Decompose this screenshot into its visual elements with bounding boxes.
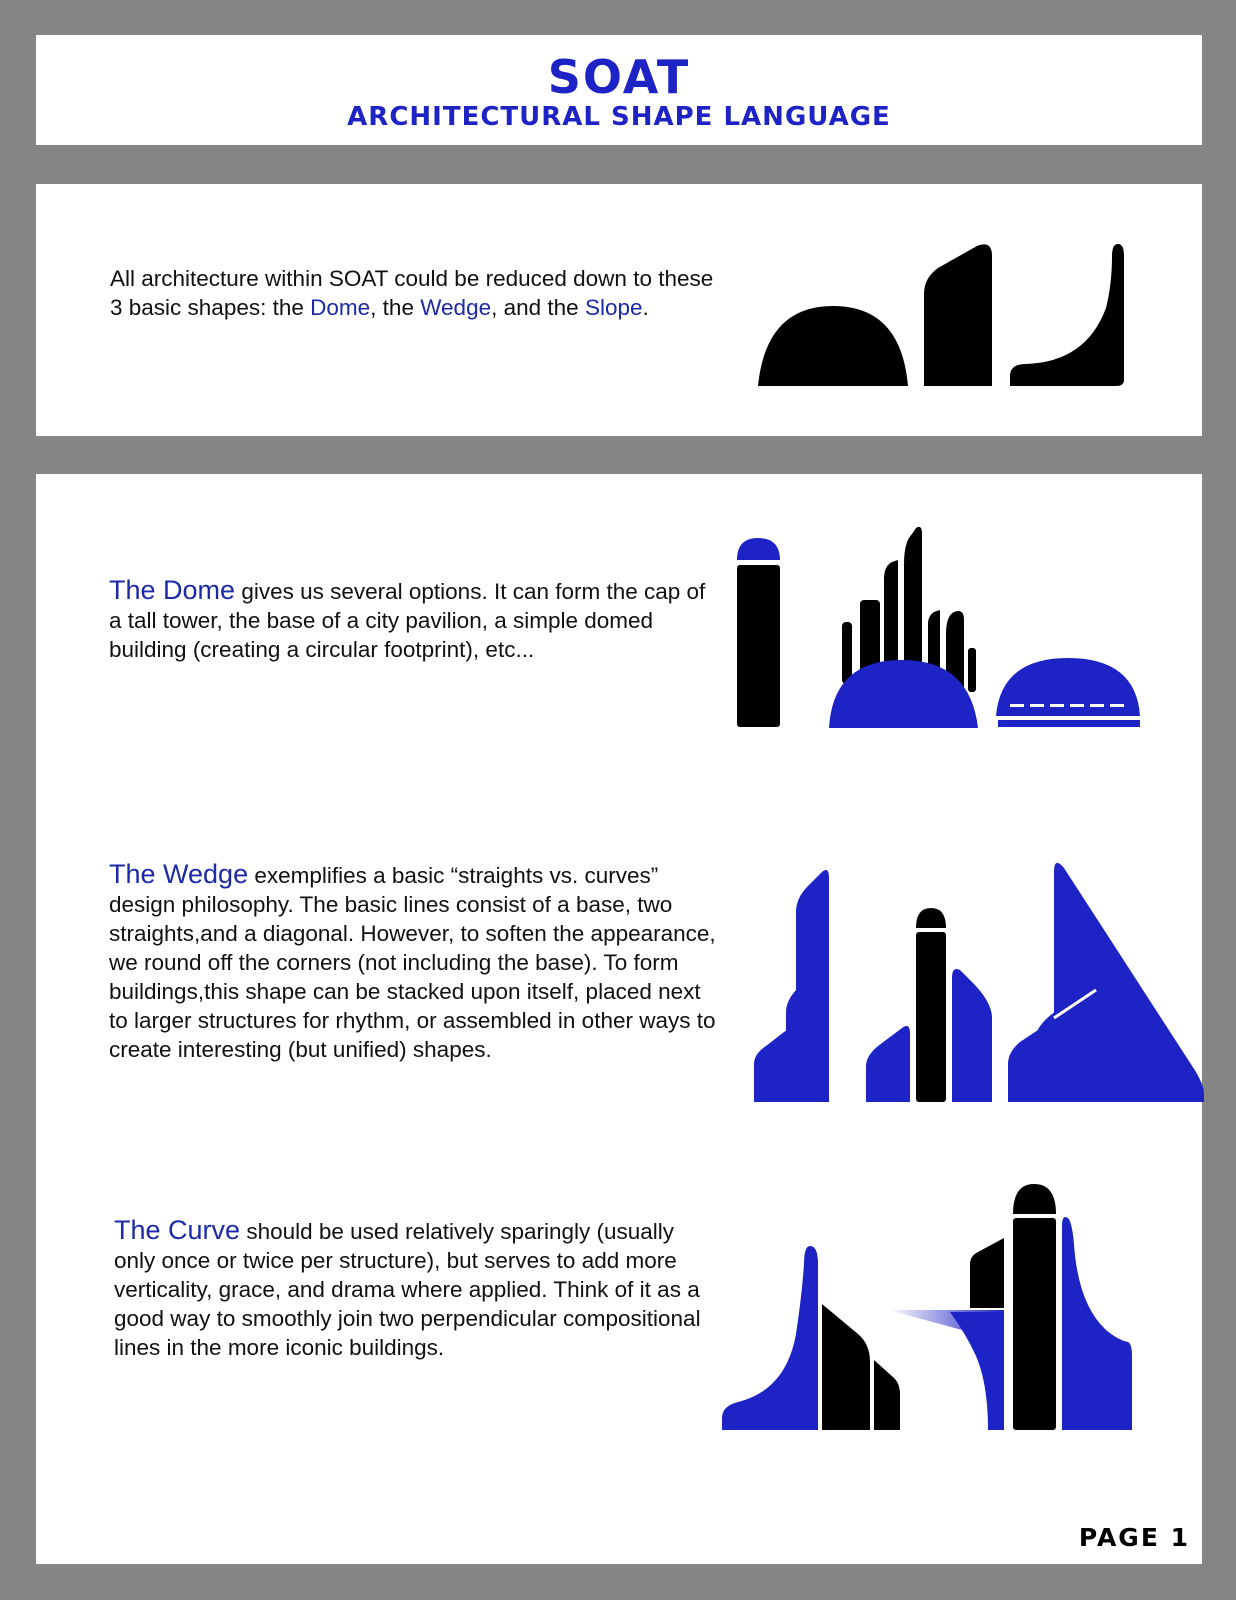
curve-body: should be used relatively sparingly (usually only once or twice per structure), but serves to add more verticality, grace, and drama where applied. Think of it as a good way to smoothly join two perpendicular compositional lines in the more iconic buildings. bbox=[114, 1219, 701, 1360]
domed-building bbox=[996, 658, 1140, 716]
intro-text: , the bbox=[370, 295, 421, 320]
intro-paragraph bbox=[110, 264, 720, 322]
wedge-term: Wedge bbox=[420, 295, 492, 320]
page-title: SOAT bbox=[547, 50, 691, 104]
wedge-paragraph bbox=[109, 860, 719, 1064]
basic-shapes-illustration bbox=[756, 244, 1176, 394]
slope-shape bbox=[1010, 244, 1124, 386]
wedge-illustration bbox=[726, 842, 1196, 1104]
dome-body: gives us several options. It can form the cap of a tall tower, the base of a city pavilion, a simple domed building (creating a circular footprint), etc... bbox=[109, 579, 706, 662]
curve-shape bbox=[722, 1246, 818, 1430]
intro-panel bbox=[36, 184, 1202, 436]
curve-heading: The Curve bbox=[114, 1215, 241, 1245]
dome-heading: The Dome bbox=[109, 575, 236, 605]
wedge-shape bbox=[924, 244, 992, 386]
curve-illustration bbox=[726, 1184, 1196, 1434]
header-panel bbox=[36, 35, 1202, 145]
intro-text: . bbox=[642, 295, 649, 320]
curve-paragraph bbox=[114, 1216, 714, 1362]
intro-text: All architecture within SOAT could be reduced down to these 3 basic shapes: the bbox=[110, 266, 714, 320]
page-number: PAGE 1 bbox=[1078, 1523, 1190, 1552]
dome-illustration bbox=[726, 524, 1196, 744]
intro-text: , and the bbox=[491, 295, 585, 320]
wedge-heading: The Wedge bbox=[109, 859, 249, 889]
main-panel bbox=[36, 474, 1202, 1564]
tower-dome-cap bbox=[737, 538, 780, 560]
wedge-body: exemplifies a basic “straights vs. curves” design philosophy. The basic lines consist of a base, two straights,and a diagonal. However, to soften the appearance, we round off the corners (not including the base). To form buildings,this shape can be stacked upon itself, placed next to larger structures for rhythm, or assembled in other ways to create interesting (but unified) shapes. bbox=[109, 863, 716, 1062]
dome-shape bbox=[758, 306, 908, 386]
tall-tower bbox=[737, 565, 780, 727]
dome-term: Dome bbox=[310, 295, 371, 320]
slope-term: Slope bbox=[584, 295, 643, 320]
dome-paragraph bbox=[109, 576, 719, 664]
page-subtitle: ARCHITECTURAL SHAPE LANGUAGE bbox=[347, 102, 891, 132]
